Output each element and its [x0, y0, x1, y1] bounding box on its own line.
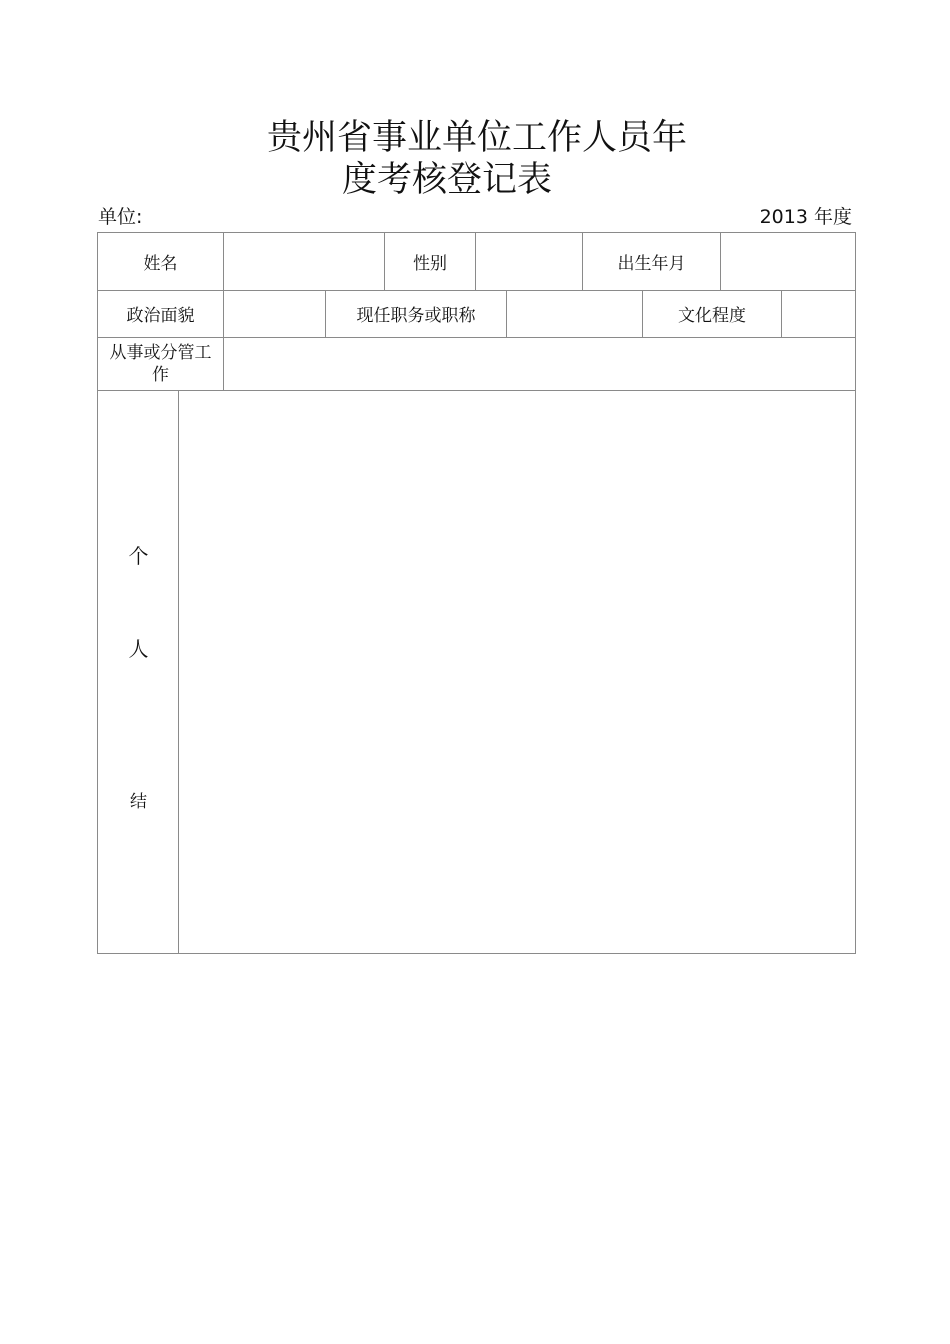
form-title-line-2: 度考核登记表 [342, 160, 553, 200]
name-label: 姓名 [98, 233, 224, 290]
work-duty-label: 从事或分管工作 [98, 337, 224, 390]
unit-label: 单位: [98, 206, 143, 228]
form-title-line-1: 贵州省事业单位工作人员年 [267, 118, 688, 158]
personal-summary-label [98, 390, 179, 953]
current-position-label: 现任职务或职称 [326, 290, 507, 337]
education-level-field[interactable] [782, 290, 855, 337]
form-row-position-info [98, 290, 855, 338]
summary-label-char-1: 个 [128, 544, 149, 568]
work-duty-field[interactable] [224, 337, 855, 390]
gender-label: 性别 [385, 233, 476, 290]
current-position-field[interactable] [507, 290, 643, 337]
birth-date-label: 出生年月 [583, 233, 721, 290]
personal-summary-field[interactable] [179, 390, 855, 953]
form-row-basic-info [98, 233, 855, 291]
political-status-label: 政治面貌 [98, 290, 224, 337]
name-field[interactable] [224, 233, 385, 290]
education-level-label: 文化程度 [643, 290, 782, 337]
form-row-personal-summary [98, 390, 855, 953]
summary-label-char-2: 人 [128, 637, 149, 661]
gender-field[interactable] [476, 233, 583, 290]
political-status-field[interactable] [224, 290, 326, 337]
assessment-form-table [97, 232, 856, 954]
summary-label-char-3: 结 [130, 792, 147, 812]
year-label: 2013 年度 [759, 206, 852, 228]
birth-date-field[interactable] [721, 233, 855, 290]
form-row-work-info [98, 337, 855, 391]
